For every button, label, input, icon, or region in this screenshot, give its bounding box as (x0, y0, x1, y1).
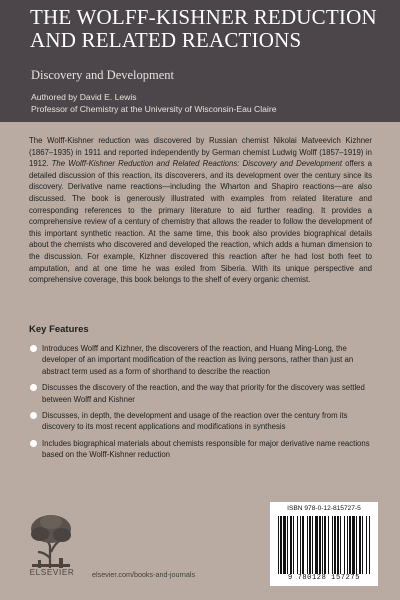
key-feature-text: Includes biographical materials about chemists responsible for major derivative name reactions based on the Wolff-Kishner reduction (42, 438, 370, 460)
elsevier-tree-logo-icon (26, 512, 76, 570)
key-feature-item (29, 382, 374, 405)
publisher-name: ELSEVIER (29, 568, 75, 577)
author-credit: Authored by David E. Lewis (31, 92, 137, 102)
bullet-icon (30, 384, 37, 391)
isbn-barcode-box (270, 502, 378, 586)
key-feature-text: Introduces Wolff and Kizhner, the discoverers of the reaction, and Huang Ming-Long, the developer of an important modification of the reaction as living persons, rather than just an abstract term used as a form of shorthand to describe the reaction (42, 344, 354, 376)
description-part-1: The Wolff-Kishner reduction was discovered by Russian chemist Nikolai Matveevich Kizhner (1867–1935) in 1911 and reported independently by German chemist Ludwig Wolff (1857–1919) in 1912. (29, 136, 372, 169)
book-description (29, 135, 372, 286)
bullet-icon (30, 440, 37, 447)
publisher-url[interactable]: elsevier.com/books-and-journals (92, 570, 196, 579)
key-features-list (29, 343, 374, 466)
key-feature-item (29, 410, 374, 433)
isbn-label: ISBN 978-0-12-815727-5 (287, 505, 361, 512)
key-feature-text: Discusses the discovery of the reaction, and the way that priority for the discovery was settled between Wolff and Kishner (42, 383, 365, 404)
bullet-icon (30, 412, 37, 419)
key-feature-item (29, 438, 374, 461)
book-subtitle: Discovery and Development (31, 68, 175, 82)
bullet-icon (30, 345, 37, 352)
author-affiliation: Professor of Chemistry at the University of Wisconsin-Eau Claire (31, 104, 277, 114)
key-feature-text: Discusses, in depth, the development and usage of the reaction over the century from its discovery to its most recent applications and modifications in synthesis (42, 411, 348, 432)
key-features-heading: Key Features (29, 324, 89, 335)
barcode-icon (276, 516, 372, 574)
description-book-title: The Wolff-Kishner Reduction and Related Reactions: Discovery and Development (51, 159, 343, 169)
description-part-2: offers a detailed discussion of this reaction, its discoverers, and its development over the century since its discovery. Derivative name reactions—including the Wharton and Shapiro reactions—are also discussed. The book is generously illustrated with examples from related literature and corresponding references to the primary literature to aid further reading. It provides a comprehensive review of a century of chemistry that allows the reader to follow the development of this important synthetic reaction. At the same time, this book also provides biographical details about the chemists who discovered and developed the reaction, which adds a human dimension to the discussion. For example, Kizhner discovered this reaction after he had lost both feet to amputation, and at one time he was exiled from Siberia. With its unique perspective and comprehensive coverage, this book belongs to the shelf of every organic chemist. (29, 159, 372, 285)
barcode-number: 9 780128 157275 (287, 574, 360, 582)
title-line-1: THE WOLFF-KISHNER REDUCTION (30, 5, 377, 29)
book-title (30, 6, 390, 52)
header-band (0, 0, 400, 122)
title-line-2: AND RELATED REACTIONS (30, 28, 302, 52)
key-feature-item (29, 343, 374, 377)
